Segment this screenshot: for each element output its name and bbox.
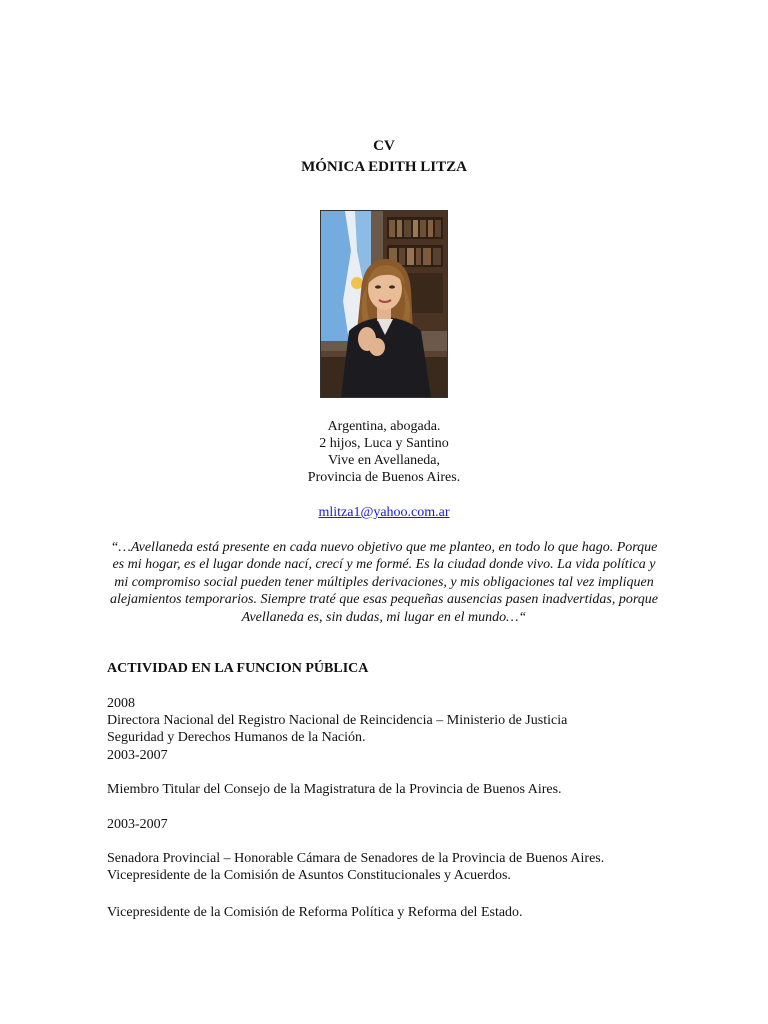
entry-line: Directora Nacional del Registro Nacional de Reincidencia – Ministerio de Justicia — [107, 713, 568, 729]
entry-block — [107, 904, 667, 921]
entry-line: Seguridad y Derechos Humanos de la Nación. — [107, 730, 366, 746]
entry-year: 2003-2007 — [107, 817, 168, 832]
portrait-photo — [320, 210, 448, 398]
entry-block — [107, 850, 667, 884]
entry-block — [107, 695, 667, 764]
email-block — [0, 504, 768, 521]
entry-line: Senadora Provincial – Honorable Cámara de Senadores de la Provincia de Buenos Aires. — [107, 851, 605, 866]
entry-year: 2008 — [107, 696, 135, 711]
section-heading: ACTIVIDAD EN LA FUNCION PÚBLICA — [107, 661, 369, 676]
entry-block — [107, 816, 667, 833]
bio-line: Argentina, abogada. — [327, 419, 441, 434]
entry-block — [107, 781, 667, 798]
email-link[interactable]: mlitza1@yahoo.com.ar — [318, 505, 450, 520]
entry-line: Miembro Titular del Consejo de la Magistratura de la Provincia de Buenos Aires. — [107, 782, 562, 797]
entry-line: Vicepresidente de la Comisión de Asuntos Constitucionales y Acuerdos. — [107, 868, 511, 884]
bio-block — [0, 418, 768, 486]
bio-line: 2 hijos, Luca y Santino — [319, 436, 449, 451]
quote-paragraph: “…Avellaneda está presente en cada nuevo objetivo que me planteo, en todo lo que hago. Porque es mi hogar, es el lugar donde nací, crecí y me formé. Es la ciudad donde vivo. La vida política y mi compromiso social pueden tener múltiples derivaciones, y mis obligaciones tal vez impliquen alejamientos temporarios. Siempre traté que esas pequeñas ausencias pasen inadvertidas, porque Avellaneda es, sin dudas, mi lugar en el mundo…“ — [109, 540, 658, 625]
bio-line: Vive en Avellaneda, — [327, 453, 441, 468]
title-block — [0, 136, 768, 178]
bio-line: Provincia de Buenos Aires. — [307, 470, 461, 485]
person-name: MÓNICA EDITH LITZA — [301, 159, 467, 175]
cv-label: CV — [373, 138, 395, 154]
portrait-illustration — [321, 211, 447, 397]
entry-year: 2003-2007 — [107, 747, 168, 763]
entry-line: Vicepresidente de la Comisión de Reforma Política y Reforma del Estado. — [107, 905, 523, 920]
